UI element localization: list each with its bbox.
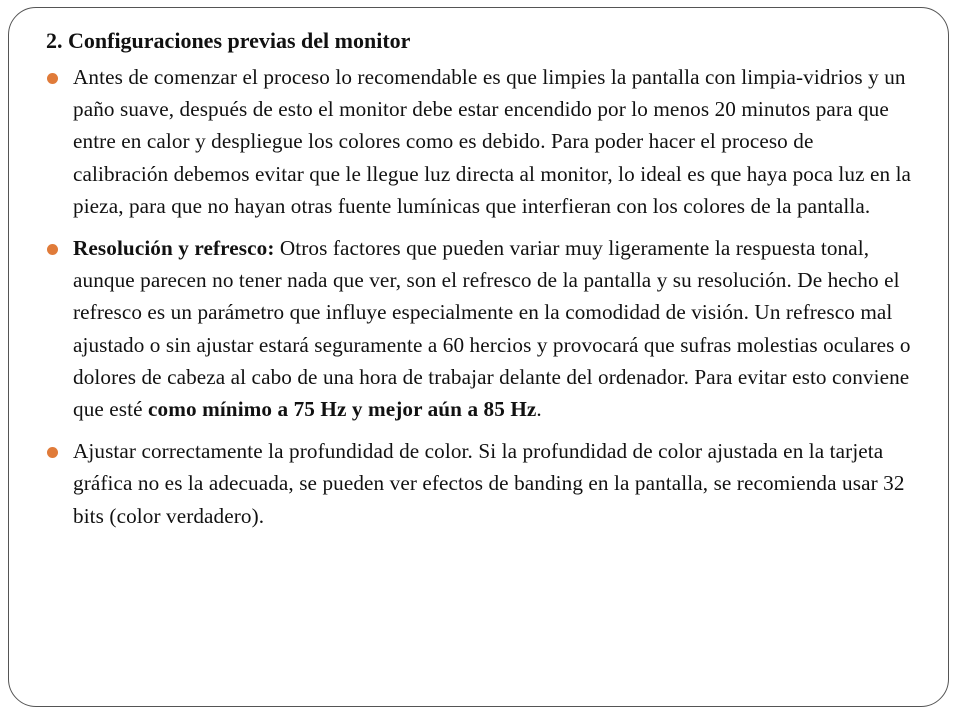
- bullet-item-cleaning: [46, 61, 912, 222]
- slide-heading: 2. Configuraciones previas del monitor: [46, 28, 411, 53]
- bullet-item-resolution: [46, 232, 912, 425]
- bullet-list: [46, 61, 912, 532]
- bullet-lead-bold: Resolución y refresco:: [73, 236, 275, 261]
- bullet-dot-icon: [47, 73, 58, 84]
- bullet-item-color-depth: [46, 435, 912, 532]
- bullet-emphasis-bold: como mínimo a 75 Hz y mejor aún a 85 Hz: [148, 397, 537, 422]
- bullet-trail-text: .: [536, 397, 542, 422]
- bullet-dot-icon: [47, 447, 58, 458]
- bullet-dot-icon: [47, 244, 58, 255]
- slide-content: [46, 26, 912, 542]
- bullet-text: Otros factores que pueden variar muy ligeramente la respuesta tonal, aunque parecen no tener nada que ver, son el refresco de la pantalla y su resolución. De hecho el refresco es un parámetro que influye especialmente en la comodidad de visión. Un refresco mal ajustado o sin ajustar estará seguramente a 60 hercios y provocará que sufras molestias oculares o dolores de cabeza al cabo de una hora de trabajar delante del ordenador. Para evitar esto conviene que esté: [73, 236, 911, 422]
- bullet-text: Antes de comenzar el proceso lo recomendable es que limpies la pantalla con limpia-vidrios y un paño suave, después de esto el monitor debe estar encendido por lo menos 20 minutos para que entre en calor y despliegue los colores como es debido. Para poder hacer el proceso de calibración debemos evitar que le llegue luz directa al monitor, lo ideal es que haya poca luz en la pieza, para que no hayan otras fuente lumínicas que interfieran con los colores de la pantalla.: [73, 65, 912, 218]
- bullet-text: Ajustar correctamente la profundidad de color. Si la profundidad de color ajustada en la tarjeta gráfica no es la adecuada, se pueden ver efectos de banding en la pantalla, se recomienda usar 32 bits (color verdadero).: [73, 439, 905, 528]
